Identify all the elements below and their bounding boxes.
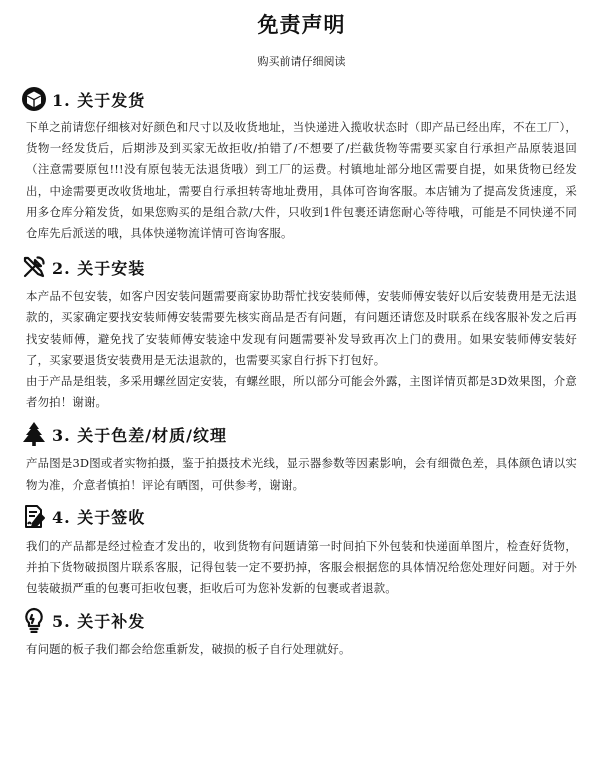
section-heading xyxy=(26,84,577,114)
lightbulb-icon xyxy=(20,606,48,634)
section-receipt xyxy=(26,502,577,600)
section-title: 2. 关于安装 xyxy=(52,258,146,278)
section-heading xyxy=(26,605,577,635)
page-title: 免责声明 xyxy=(257,12,346,37)
section-title: 4. 关于签收 xyxy=(52,508,146,528)
page-subtitle: 购买前请仔细阅读 xyxy=(257,55,346,68)
section-paragraph: 本产品不包安装，如客户因安装问题需要商家协助帮忙找安装师傅，安装师傅安装好以后安装费用是无法退款的，买家确定要找安装师傅安装需要先核实商品是否有问题，有问题还请您及时联系在线客服补发之后再找安装师傅，避免找了安装师傅安装途中发现有问题需要补发导致再次上门的费用。如果安装师傅安装好了，买家要退货安装费用是无法退款的，也需要买家自行拆下打包好。 xyxy=(26,289,577,367)
section-paragraph: 下单之前请您仔细核对好颜色和尺寸以及收货地址，当快递进入揽收状态时（即产品已经出库，不在工厂），货物一经发货后，后期涉及到买家无故拒收/拍错了/不想要了/拦截货物等需要买家自行承担产品原装退回（注意需要原包!!!没有原包装无法退货哦）到工厂的运费。村镇地址部分地区需要自提，如果货物已经发出，中途需要更改收货地址，需要自行承担转寄地址费用，具体可咨询客服。本店铺为了提高发货速度，采用多仓库分箱发货，如果您购买的是组合款/大件，只收到1件包裹还请您耐心等待哦，可能是不同快递不同仓库先后派送的哦，具体快递物流详情可咨询客服。 xyxy=(26,120,577,241)
sign-document-icon xyxy=(20,503,48,531)
section-installation xyxy=(26,252,577,413)
section-title: 1. 关于发货 xyxy=(52,90,146,110)
tools-icon xyxy=(20,253,48,281)
section-shipping xyxy=(26,84,577,244)
section-reshipment xyxy=(26,605,577,660)
tree-icon xyxy=(20,420,48,448)
section-paragraph: 我们的产品都是经过检查才发出的，收到货物有问题请第一时间拍下外包装和快递面单图片，检查好货物，并拍下货物破损图片联系客服，记得包装一定不要扔掉，客服会根据您的具体情况给您处理好问题。对于外包装破损严重的包裹可拒收包裹，拒收后可为您补发新的包裹或者退款。 xyxy=(26,538,577,596)
section-paragraph: 由于产品是组装，多采用螺丝固定安装，有螺丝眼，所以部分可能会外露，主图详情页都是3D效果图，介意者勿拍！谢谢。 xyxy=(26,374,577,410)
package-cube-icon xyxy=(20,85,48,113)
section-color-material xyxy=(26,419,577,495)
section-title: 5. 关于补发 xyxy=(52,611,146,631)
section-heading xyxy=(26,502,577,532)
section-heading xyxy=(26,419,577,449)
section-title: 3. 关于色差/材质/纹理 xyxy=(52,425,227,445)
section-paragraph: 产品图是3D图或者实物拍摄，鉴于拍摄技术光线，显示器参数等因素影响，会有细微色差，具体颜色请以实物为准，介意者慎拍！评论有晒图，可供参考，谢谢。 xyxy=(26,456,577,492)
section-paragraph: 有问题的板子我们都会给您重新发，破损的板子自行处理就好。 xyxy=(26,642,351,657)
section-heading xyxy=(26,252,577,282)
